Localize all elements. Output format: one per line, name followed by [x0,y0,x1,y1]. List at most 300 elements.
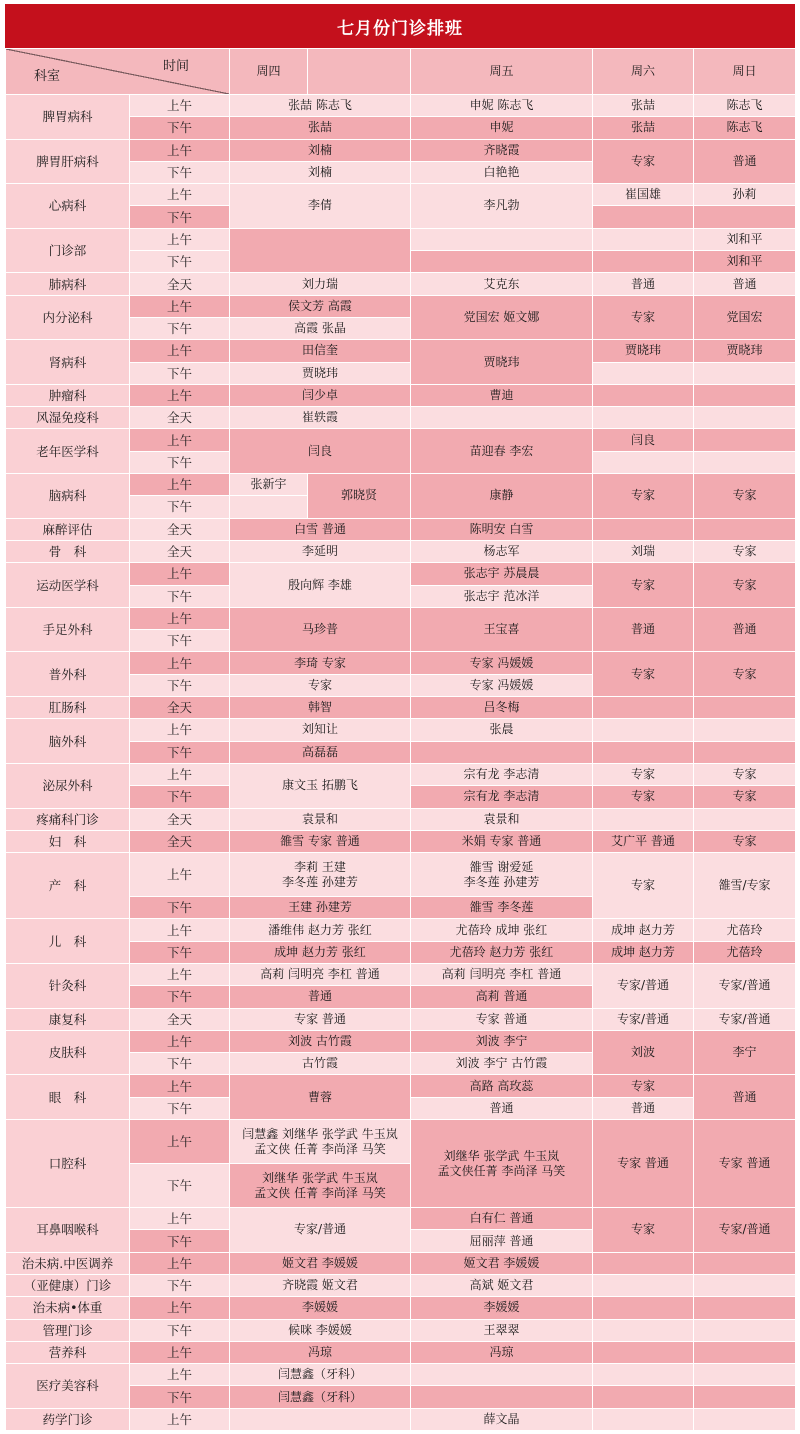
sun-cell [694,1341,796,1363]
fri-cell: 姬文君 李媛媛 [411,1252,593,1274]
time-cell: 下午 [130,117,230,139]
table-row [6,1319,796,1341]
table-row [6,273,796,295]
time-cell: 下午 [130,496,230,518]
thu-cell: 闫良 [230,429,411,474]
thu-cell: 普通 [230,986,411,1008]
time-cell: 上午 [130,429,230,451]
sat-cell [593,1386,694,1408]
time-cell: 下午 [130,897,230,919]
sun-cell: 李宁 [694,1030,796,1075]
schedule-table [5,48,796,1431]
dept-cell: 耳鼻咽喉科 [6,1208,130,1253]
time-cell: 下午 [130,986,230,1008]
time-cell: 上午 [130,95,230,117]
dept-cell: （亚健康）门诊 [6,1274,130,1296]
sun-cell: 专家 [694,786,796,808]
time-cell: 上午 [130,1364,230,1386]
fri-cell: 申妮 陈志飞 [411,95,593,117]
table-row [6,474,796,496]
fri-cell: 薛文晶 [411,1408,593,1430]
dept-cell: 脑病科 [6,474,130,519]
dept-cell: 口腔科 [6,1120,130,1208]
sun-cell: 专家 [694,652,796,697]
fri-cell: 李媛媛 [411,1297,593,1319]
table-row [6,1408,796,1430]
sun-cell [694,1408,796,1430]
time-cell: 上午 [130,139,230,161]
sun-cell [694,384,796,406]
fri-cell: 康静 [411,474,593,519]
sat-cell [593,1274,694,1296]
dept-cell: 肾病科 [6,340,130,385]
sun-cell: 党国宏 [694,295,796,340]
thu-cell: 袁景和 [230,808,411,830]
time-cell: 上午 [130,963,230,985]
dept-cell: 营养科 [6,1341,130,1363]
thu-cell: 刘楠 [230,161,411,183]
time-cell: 下午 [130,451,230,473]
dept-cell: 肿瘤科 [6,384,130,406]
table-row [6,763,796,785]
time-cell: 下午 [130,741,230,763]
dept-cell: 针灸科 [6,963,130,1008]
time-cell: 全天 [130,697,230,719]
thu-line-1: 闫慧鑫 刘继华 张学武 牛玉岚 [242,1126,398,1141]
fri-cell [411,1386,593,1408]
thu-cell: 闫慧鑫（牙科） [230,1386,411,1408]
time-cell: 上午 [130,853,230,897]
sat-cell [593,451,694,473]
table-row [6,139,796,161]
time-cell: 下午 [130,630,230,652]
time-cell: 下午 [130,251,230,273]
dept-cell: 脾胃肝病科 [6,139,130,184]
sun-cell: 陈志飞 [694,95,796,117]
thu-cell: 郭晓贤 [308,474,411,519]
time-cell: 全天 [130,830,230,852]
fri-cell [411,228,593,250]
sat-cell [593,808,694,830]
thu-cell: 李倩 [230,184,411,229]
fri-cell: 王翠翠 [411,1319,593,1341]
time-cell: 全天 [130,540,230,562]
thu-cell: 张新宇 [230,474,308,496]
sat-cell: 专家/普通 [593,1008,694,1030]
fri-cell: 专家 冯媛媛 [411,674,593,696]
table-row [6,1341,796,1363]
sun-cell [694,1386,796,1408]
sun-cell [694,362,796,384]
table-row [6,95,796,117]
thu-cell [230,853,411,897]
header-sun: 周日 [694,49,796,95]
time-cell: 上午 [130,384,230,406]
sun-cell [694,451,796,473]
time-cell: 下午 [130,1274,230,1296]
sat-cell: 普通 [593,273,694,295]
sat-cell [593,407,694,429]
time-cell: 上午 [130,1075,230,1097]
dept-cell: 老年医学科 [6,429,130,474]
fri-cell: 雒雪 李冬莲 [411,897,593,919]
thu-cell: 冯琼 [230,1341,411,1363]
fri-cell: 专家 普通 [411,1008,593,1030]
time-cell: 上午 [130,1252,230,1274]
dept-cell: 骨 科 [6,540,130,562]
thu-cell: 侯文芳 高霞 [230,295,411,317]
time-cell: 下午 [130,1164,230,1208]
table-row [6,830,796,852]
table-row [6,228,796,250]
fri-cell [411,407,593,429]
sun-cell: 普通 [694,273,796,295]
dept-cell: 疼痛科门诊 [6,808,130,830]
thu-cell [230,496,308,518]
sun-cell: 尤蓓玲 [694,919,796,941]
thu-cell: 专家 普通 [230,1008,411,1030]
sun-cell: 专家 [694,474,796,519]
page-title: 七月份门诊排班 [5,4,795,48]
time-cell: 下午 [130,1053,230,1075]
fri-cell: 杨志军 [411,540,593,562]
sat-cell: 专家/普通 [593,963,694,1008]
sun-cell: 普通 [694,1075,796,1120]
sun-cell: 孙莉 [694,184,796,206]
time-cell: 上午 [130,607,230,629]
dept-cell: 心病科 [6,184,130,229]
sun-cell: 尤蓓玲 [694,941,796,963]
sun-cell: 专家/普通 [694,963,796,1008]
time-cell: 上午 [130,1408,230,1430]
time-cell: 上午 [130,1030,230,1052]
sat-cell: 刘波 [593,1030,694,1075]
fri-cell: 宗有龙 李志清 [411,763,593,785]
table-row [6,384,796,406]
dept-cell: 泌尿外科 [6,763,130,808]
thu-line-2: 孟文侠 任菁 李尚泽 马笑 [254,1185,386,1200]
sat-cell: 崔国雄 [593,184,694,206]
sat-cell: 张喆 [593,95,694,117]
time-cell: 下午 [130,674,230,696]
header-fri: 周五 [411,49,593,95]
fri-cell: 刘波 李宁 [411,1030,593,1052]
dept-cell: 儿 科 [6,919,130,964]
thu-cell: 崔轶霞 [230,407,411,429]
sat-cell: 刘瑞 [593,540,694,562]
sun-cell: 雒雪/专家 [694,853,796,919]
header-time-label: 时间 [162,59,189,74]
header-sat: 周六 [593,49,694,95]
thu-cell: 专家 [230,674,411,696]
header-thu: 周四 [230,49,308,95]
fri-cell: 尤蓓玲 赵力芳 张红 [411,941,593,963]
thu-cell: 贾晓玮 [230,362,411,384]
fri-cell: 高莉 普通 [411,986,593,1008]
thu-cell [230,228,411,273]
fri-cell: 陈明安 白雪 [411,518,593,540]
fri-cell: 高路 高玫蕊 [411,1075,593,1097]
header-row [6,49,796,95]
sun-cell: 贾晓玮 [694,340,796,362]
dept-cell: 脾胃病科 [6,95,130,140]
sat-cell: 专家 [593,652,694,697]
time-cell: 上午 [130,1120,230,1164]
fri-cell: 王宝喜 [411,607,593,652]
time-cell: 全天 [130,1008,230,1030]
fri-cell: 曹迪 [411,384,593,406]
time-cell: 上午 [130,1341,230,1363]
dept-cell: 麻醉评估 [6,518,130,540]
dept-cell: 脑外科 [6,719,130,764]
table-row [6,540,796,562]
sun-cell [694,1274,796,1296]
sat-cell [593,251,694,273]
fri-line-1: 刘继华 张学武 牛玉岚 [443,1148,560,1163]
fri-cell [411,251,593,273]
thu-cell: 闫慧鑫（牙科） [230,1364,411,1386]
table-row [6,429,796,451]
time-cell: 上午 [130,340,230,362]
sat-cell [593,1408,694,1430]
fri-cell: 张志宇 苏晨晨 [411,563,593,585]
time-cell: 上午 [130,719,230,741]
table-row [6,407,796,429]
sat-cell: 专家 [593,563,694,608]
time-cell: 全天 [130,407,230,429]
thu-cell: 刘力瑞 [230,273,411,295]
thu-cell [230,1120,411,1164]
sat-cell [593,1252,694,1274]
fri-cell: 张晨 [411,719,593,741]
time-cell: 上午 [130,652,230,674]
dept-cell: 妇 科 [6,830,130,852]
header-dept-label: 科室 [34,69,61,84]
thu-line-2: 孟文侠 任菁 李尚泽 马笑 [254,1141,386,1156]
time-cell: 上午 [130,763,230,785]
dept-cell: 肛肠科 [6,697,130,719]
thu-cell: 闫少卓 [230,384,411,406]
thu-line-2: 李冬莲 孙建芳 [282,874,358,889]
time-cell: 上午 [130,1208,230,1230]
table-row [6,1075,796,1097]
thu-cell: 田信奎 [230,340,411,362]
table-row [6,1030,796,1052]
sat-cell: 专家 [593,1208,694,1253]
sun-cell [694,808,796,830]
sat-cell: 专家 [593,763,694,785]
sat-cell: 张喆 [593,117,694,139]
time-cell: 下午 [130,317,230,339]
dept-cell: 医疗美容科 [6,1364,130,1409]
thu-cell: 高霞 张晶 [230,317,411,339]
dept-cell: 手足外科 [6,607,130,652]
table-row [6,518,796,540]
sun-cell [694,518,796,540]
sun-cell: 专家/普通 [694,1008,796,1030]
header-diagonal-cell [6,49,230,95]
thu-cell: 殷向辉 李雄 [230,563,411,608]
time-cell: 下午 [130,362,230,384]
sat-cell [593,518,694,540]
sat-cell: 专家 [593,786,694,808]
fri-cell [411,853,593,897]
table-row [6,340,796,362]
sun-cell [694,206,796,228]
thu-cell: 刘楠 [230,139,411,161]
fri-cell: 艾克东 [411,273,593,295]
fri-cell [411,1120,593,1208]
table-row [6,295,796,317]
thu-cell: 雒雪 专家 普通 [230,830,411,852]
thu-cell: 康文玉 拓鹏飞 [230,763,411,808]
sat-cell [593,362,694,384]
fri-cell: 苗迎春 李宏 [411,429,593,474]
sat-cell: 专家 [593,139,694,184]
fri-cell: 白艳艳 [411,161,593,183]
dept-cell: 运动医学科 [6,563,130,608]
table-row [6,808,796,830]
time-cell: 下午 [130,161,230,183]
time-cell: 上午 [130,919,230,941]
time-cell: 下午 [130,1097,230,1119]
sat-cell [593,206,694,228]
fri-cell [411,741,593,763]
fri-cell: 普通 [411,1097,593,1119]
dept-cell: 治未病•体重 [6,1297,130,1319]
thu-cell [230,1164,411,1208]
sat-cell [593,1364,694,1386]
sun-cell: 专家 [694,763,796,785]
thu-cell: 白雪 普通 [230,518,411,540]
sat-cell: 专家 [593,474,694,519]
fri-cell: 米娟 专家 普通 [411,830,593,852]
sun-cell: 专家 普通 [694,1120,796,1208]
sat-cell [593,697,694,719]
fri-line-1: 雒雪 谢爱延 [469,859,534,874]
sun-cell: 专家 [694,540,796,562]
fri-line-2: 孟文侠任菁 李尚泽 马笑 [437,1163,566,1178]
sun-cell: 刘和平 [694,228,796,250]
sun-cell [694,741,796,763]
thu-cell: 刘知让 [230,719,411,741]
time-cell: 上午 [130,563,230,585]
fri-cell: 李凡勃 [411,184,593,229]
sun-cell [694,1319,796,1341]
sat-cell: 成坤 赵力芳 [593,919,694,941]
thu-cell: 候咪 李媛媛 [230,1319,411,1341]
sun-cell: 普通 [694,607,796,652]
dept-cell: 治未病.中医调养 [6,1252,130,1274]
dept-cell: 门诊部 [6,228,130,273]
sun-cell [694,697,796,719]
table-row [6,184,796,206]
sat-cell: 闫良 [593,429,694,451]
fri-cell: 吕冬梅 [411,697,593,719]
fri-cell: 冯琼 [411,1341,593,1363]
fri-cell: 专家 冯媛媛 [411,652,593,674]
table-row [6,1364,796,1386]
time-cell: 上午 [130,295,230,317]
time-cell: 全天 [130,808,230,830]
time-cell: 上午 [130,228,230,250]
thu-cell: 专家/普通 [230,1208,411,1253]
thu-cell: 韩智 [230,697,411,719]
time-cell: 下午 [130,786,230,808]
fri-cell: 高莉 闫明亮 李杠 普通 [411,963,593,985]
table-row [6,1297,796,1319]
sat-cell [593,1319,694,1341]
table-row [6,719,796,741]
table-row [6,607,796,629]
sun-cell [694,429,796,451]
sat-cell: 专家 普通 [593,1120,694,1208]
thu-cell: 刘波 古竹霞 [230,1030,411,1052]
sun-cell: 刘和平 [694,251,796,273]
fri-line-2: 李冬莲 孙建芳 [463,874,540,889]
thu-cell: 王建 孙建芳 [230,897,411,919]
sun-cell: 陈志飞 [694,117,796,139]
dept-cell: 风湿免疫科 [6,407,130,429]
table-row [6,1120,796,1164]
table-row [6,697,796,719]
sat-cell: 普通 [593,607,694,652]
fri-cell: 袁景和 [411,808,593,830]
time-cell: 下午 [130,206,230,228]
thu-line-1: 李莉 王建 [294,859,346,874]
fri-cell: 屈丽萍 普通 [411,1230,593,1252]
dept-cell: 肺病科 [6,273,130,295]
sun-cell [694,1252,796,1274]
fri-cell: 党国宏 姬文娜 [411,295,593,340]
thu-cell: 成坤 赵力芳 张红 [230,941,411,963]
thu-cell: 高磊磊 [230,741,411,763]
sat-cell: 贾晓玮 [593,340,694,362]
thu-cell: 姬文君 李媛媛 [230,1252,411,1274]
sun-cell [694,1364,796,1386]
dept-cell: 内分泌科 [6,295,130,340]
fri-cell: 高斌 姬文君 [411,1274,593,1296]
fri-cell: 刘波 李宁 古竹霞 [411,1053,593,1075]
table-row [6,919,796,941]
fri-cell: 白有仁 普通 [411,1208,593,1230]
time-cell: 上午 [130,1297,230,1319]
thu-cell: 张喆 [230,117,411,139]
sun-cell: 专家/普通 [694,1208,796,1253]
sun-cell: 专家 [694,830,796,852]
table-row [6,1008,796,1030]
sat-cell [593,228,694,250]
sun-cell: 普通 [694,139,796,184]
sat-cell: 专家 [593,295,694,340]
thu-cell: 马珍普 [230,607,411,652]
table-row [6,853,796,897]
dept-cell: 产 科 [6,853,130,919]
fri-cell: 齐晓霞 [411,139,593,161]
sat-cell: 专家 [593,1075,694,1097]
table-row [6,1252,796,1274]
sat-cell [593,1341,694,1363]
fri-cell: 张志宇 范冰洋 [411,585,593,607]
thu-cell: 张喆 陈志飞 [230,95,411,117]
dept-cell: 皮肤科 [6,1030,130,1075]
thu-cell: 李媛媛 [230,1297,411,1319]
time-cell: 下午 [130,585,230,607]
thu-cell [230,1408,411,1430]
sun-cell [694,407,796,429]
table-row [6,652,796,674]
thu-cell: 古竹霞 [230,1053,411,1075]
